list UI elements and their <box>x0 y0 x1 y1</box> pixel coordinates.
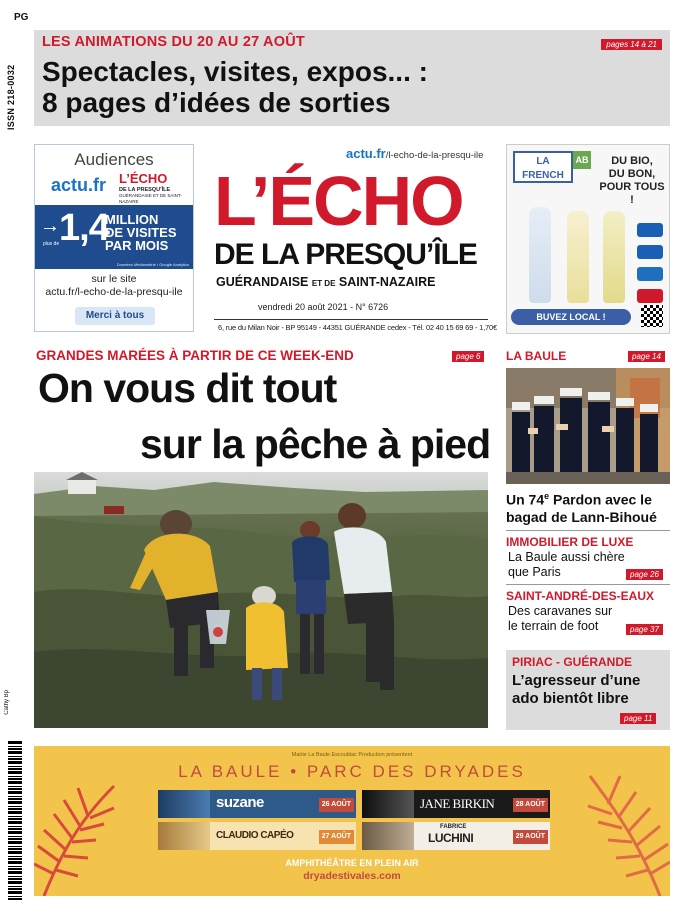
concert-card[interactable]: CLAUDIO CAPÉO 27 AOÛT <box>158 822 356 850</box>
store-logo-icon <box>637 223 663 237</box>
piriac-page: page 11 <box>620 713 656 724</box>
masthead-title: L’ÉCHO <box>214 162 463 240</box>
saint-andre-page: page 37 <box>626 624 663 635</box>
artist-photo <box>362 790 414 818</box>
arrow-right-icon: → <box>40 215 60 237</box>
column-divider <box>506 584 670 585</box>
labaule-kicker: LA BAULE <box>506 349 567 363</box>
main-story-page: page 6 <box>452 351 484 362</box>
audiences-number: 1,4 <box>59 207 109 249</box>
barcode <box>8 740 22 900</box>
bottle-image <box>567 211 589 303</box>
bio-label-icon: AB <box>573 151 591 169</box>
store-logo-icon <box>637 267 663 281</box>
column-divider <box>506 530 670 531</box>
ad-la-french[interactable] <box>506 144 670 334</box>
audiences-note: Données Médiamétrie / Google Analytics <box>116 262 189 267</box>
concert-date: 27 AOÛT <box>319 830 354 844</box>
main-headline-line2[interactable]: sur la pêche à pied <box>140 421 491 467</box>
immobilier-kicker: IMMOBILIER DE LUXE <box>506 535 634 549</box>
audiences-plus: plus de <box>43 241 60 247</box>
top-banner-pages: pages 14 à 21 <box>601 39 662 50</box>
buvez-local-banner: BUVEZ LOCAL ! <box>511 309 631 325</box>
echo-mini-logo-sub: DE LA PRESQU’ÎLE GUÉRANDAISE ET DE SAINT-NAZAIRE <box>119 187 182 204</box>
issn: ISSN 218-0032 <box>6 64 16 130</box>
top-headline-line2: 8 pages d’idées de sorties <box>42 87 391 118</box>
store-logo-icon <box>637 245 663 259</box>
masthead-region: GUÉRANDAISE ET DE SAINT-NAZAIRE <box>216 275 436 289</box>
ad-url[interactable]: dryadestivales.com <box>303 870 401 882</box>
ad-dryades[interactable] <box>34 746 670 896</box>
ad-presenters: Mairie La Baule Escoublac Production présentent <box>291 752 413 758</box>
main-story-kicker: GRANDES MARÉES À PARTIR DE CE WEEK-END <box>36 348 354 363</box>
concert-date: 26 AOÛT <box>319 798 354 812</box>
top-banner-headline[interactable] <box>42 56 428 118</box>
main-story-photo[interactable] <box>34 472 488 728</box>
actu-logo: actu.fr <box>51 175 107 195</box>
store-logo-icon <box>637 289 663 303</box>
ad-slogan: DU BIO, DU BON, POUR TOUS ! <box>599 155 665 206</box>
artist-photo <box>158 822 210 850</box>
masthead-subtitle: DE LA PRESQU’ÎLE <box>214 238 477 271</box>
photo-credit: Cathy Bp <box>4 690 10 715</box>
labaule-photo[interactable] <box>506 368 670 484</box>
masthead-divider <box>214 319 488 320</box>
concert-date: 28 AOÛT <box>513 798 548 812</box>
main-headline-line1[interactable]: On vous dit tout <box>38 365 337 411</box>
audiences-million: MILLION DE VISITES PAR MOIS <box>105 212 177 253</box>
page-code: PG <box>14 12 29 23</box>
merci-badge: Merci à tous <box>75 307 155 325</box>
audiences-site[interactable]: sur le site actu.fr/l-echo-de-la-presqu-ile <box>45 273 183 298</box>
issue-date: vendredi 20 août 2021 - N° 6726 <box>258 302 389 312</box>
masthead-url[interactable]: actu.fr/l-echo-de-la-presqu-ile <box>346 146 484 161</box>
saint-andre-body[interactable]: Des caravanes sur le terrain de foot <box>508 604 613 633</box>
audiences-box[interactable] <box>34 144 194 332</box>
immobilier-body[interactable]: La Baule aussi chère que Paris <box>508 550 625 579</box>
piriac-title[interactable]: L’agresseur d’une ado bientôt libre <box>512 672 641 707</box>
top-banner-kicker: LES ANIMATIONS DU 20 AU 27 AOÛT <box>42 34 305 50</box>
piriac-kicker: PIRIAC - GUÉRANDE <box>512 655 633 669</box>
bottle-image <box>529 207 551 303</box>
audiences-title: Audiences <box>74 150 154 169</box>
concert-card[interactable]: suzane 26 AOÛT <box>158 790 356 818</box>
saint-andre-kicker: SAINT-ANDRÉ-DES-EAUX <box>506 589 655 603</box>
ad-venue: AMPHITHÉÂTRE EN PLEIN AIR <box>285 858 419 868</box>
echo-mini-logo: L’ÉCHO <box>119 171 168 186</box>
artist-photo <box>158 790 210 818</box>
concert-card[interactable]: FABRICE LUCHINI 29 AOÛT <box>362 822 550 850</box>
audiences-stat-panel <box>35 205 193 269</box>
artist-photo <box>362 822 414 850</box>
labaule-page: page 14 <box>628 351 665 362</box>
bottle-image <box>603 211 625 303</box>
ad-dryades-title: LA BAULE • PARC DES DRYADES <box>178 762 526 781</box>
masthead-address: 6, rue du Milan Noir - BP 95149 - 44351 GUÉRANDE cedex - Tél. 02 40 15 69 69 - 1,70€ <box>218 323 497 332</box>
concert-card[interactable]: JANE BIRKIN 28 AOÛT <box>362 790 550 818</box>
top-headline-line1: Spectacles, visites, expos... : <box>42 56 428 87</box>
la-french-logo: LA FRENCH <box>513 151 573 183</box>
immobilier-page: page 26 <box>626 569 663 580</box>
qr-code-icon[interactable] <box>641 305 663 327</box>
concert-date: 29 AOÛT <box>513 830 548 844</box>
labaule-title[interactable]: Un 74e Pardon avec le bagad de Lann-Bihoué <box>506 491 657 525</box>
